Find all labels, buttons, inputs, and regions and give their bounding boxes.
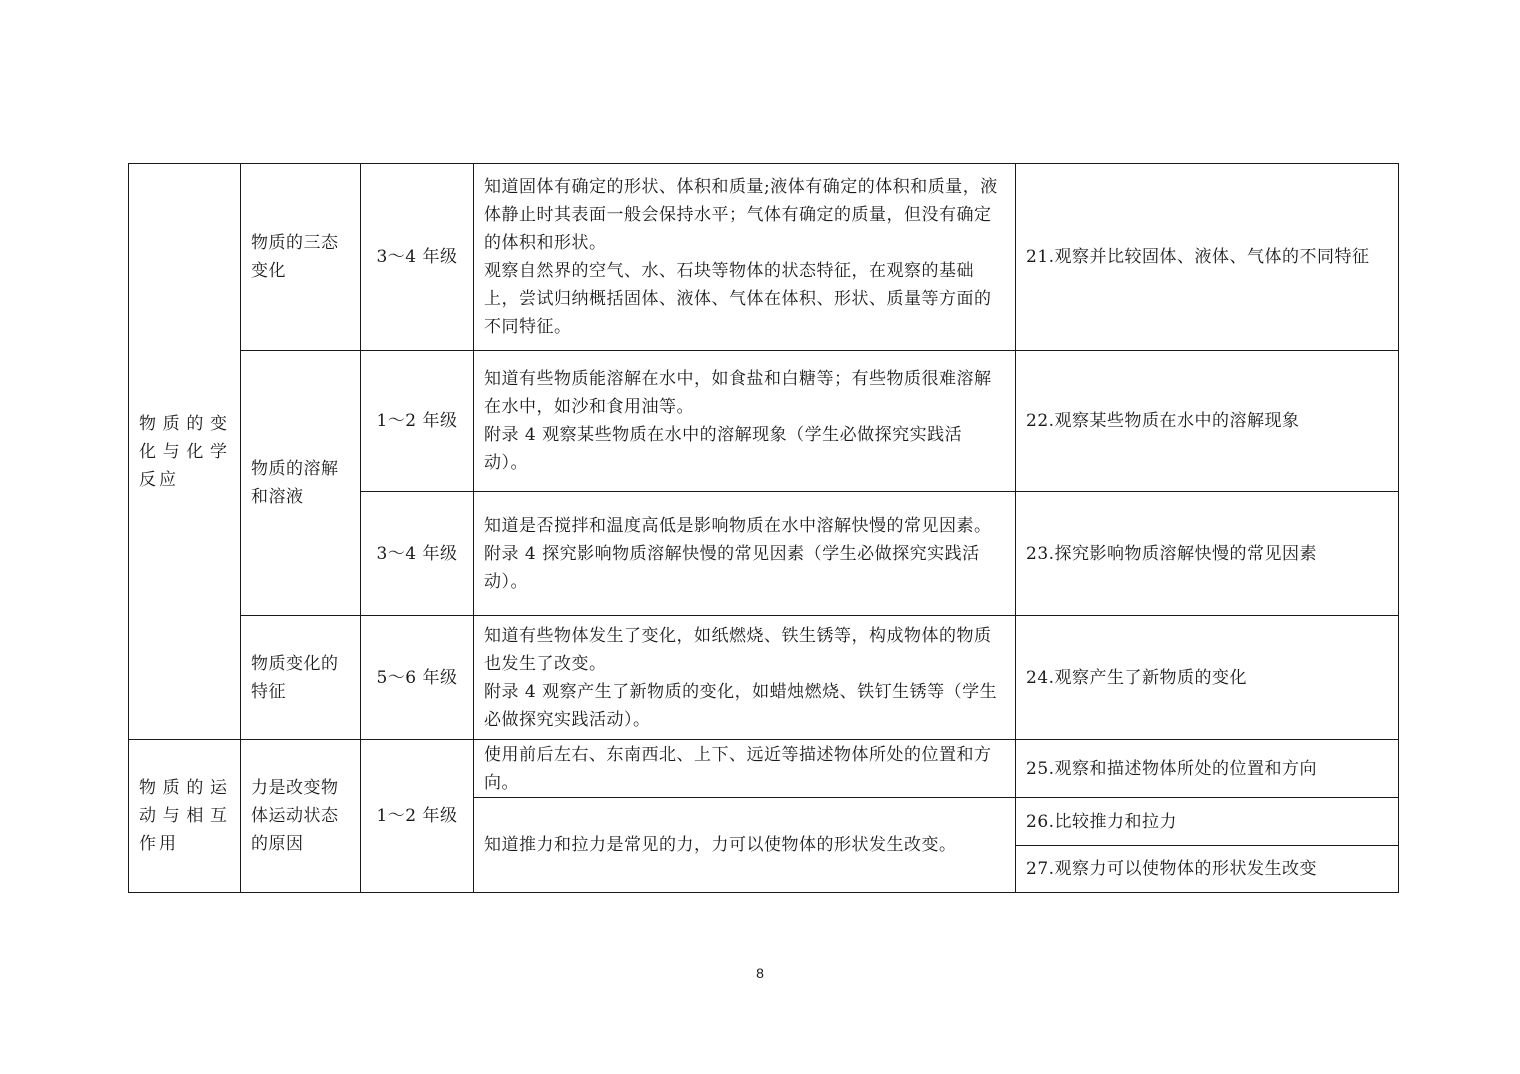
activity-cell: 27.观察力可以使物体的形状发生改变 xyxy=(1016,846,1399,893)
requirement-cell xyxy=(474,740,1016,798)
topic-cell-three-states: 物质的三态变化 xyxy=(241,164,361,351)
requirement-text: 知道是否搅拌和温度高低是影响物质在水中溶解快慢的常见因素。 xyxy=(484,515,992,536)
table-row xyxy=(129,616,1399,740)
activity-cell: 21.观察并比较固体、液体、气体的不同特征 xyxy=(1016,164,1399,351)
requirement-text: 知道有些物质能溶解在水中，如食盐和白糖等；有些物质很难溶解在水中，如沙和食用油等。 xyxy=(484,369,992,417)
table-row xyxy=(129,740,1399,798)
topic-cell-force: 力是改变物体运动状态的原因 xyxy=(241,740,361,893)
grade-cell: 3～4 年级 xyxy=(361,492,474,616)
topic-cell-change-features: 物质变化的特征 xyxy=(241,616,361,740)
requirement-text: 观察自然界的空气、水、石块等物体的状态特征，在观察的基础上，尝试归纳概括固体、液体、气体在体积、形状、质量等方面的不同特征。 xyxy=(484,261,992,337)
grade-cell: 1～2 年级 xyxy=(361,740,474,893)
requirement-cell xyxy=(474,798,1016,893)
curriculum-table xyxy=(128,163,1399,893)
requirement-text: 知道有些物体发生了变化，如纸燃烧、铁生锈等，构成物体的物质也发生了改变。 xyxy=(484,625,992,674)
activity-cell: 25.观察和描述物体所处的位置和方向 xyxy=(1016,740,1399,798)
requirement-cell xyxy=(474,492,1016,616)
domain-cell-motion: 物质的运动与相互作用 xyxy=(129,740,241,893)
grade-cell: 3～4 年级 xyxy=(361,164,474,351)
requirement-text: 附录 4 观察产生了新物质的变化，如蜡烛燃烧、铁钉生锈等（学生必做探究实践活动）。 xyxy=(484,681,998,730)
requirement-text: 知道推力和拉力是常见的力，力可以使物体的形状发生改变。 xyxy=(484,835,957,855)
activity-cell: 22.观察某些物质在水中的溶解现象 xyxy=(1016,351,1399,492)
topic-cell-dissolution: 物质的溶解和溶液 xyxy=(241,351,361,616)
table-row xyxy=(129,351,1399,492)
requirement-text: 知道固体有确定的形状、体积和质量;液体有确定的体积和质量，液体静止时其表面一般会保持水平；气体有确定的质量，但没有确定的体积和形状。 xyxy=(484,177,998,253)
activity-cell: 26.比较推力和拉力 xyxy=(1016,798,1399,846)
activity-cell: 24.观察产生了新物质的变化 xyxy=(1016,616,1399,740)
requirement-cell xyxy=(474,616,1016,740)
grade-cell: 1～2 年级 xyxy=(361,351,474,492)
activity-cell: 23.探究影响物质溶解快慢的常见因素 xyxy=(1016,492,1399,616)
requirement-text: 使用前后左右、东南西北、上下、远近等描述物体所处的位置和方向。 xyxy=(484,744,992,793)
table-row xyxy=(129,164,1399,351)
page-number: 8 xyxy=(756,965,764,981)
domain-cell-matter-change: 物质的变化与化学反应 xyxy=(129,164,241,740)
requirement-text: 附录 4 观察某些物质在水中的溶解现象（学生必做探究实践活动）。 xyxy=(484,425,963,473)
requirement-text: 附录 4 探究影响物质溶解快慢的常见因素（学生必做探究实践活动）。 xyxy=(484,543,980,592)
requirement-cell xyxy=(474,351,1016,492)
requirement-cell xyxy=(474,164,1016,351)
grade-cell: 5～6 年级 xyxy=(361,616,474,740)
